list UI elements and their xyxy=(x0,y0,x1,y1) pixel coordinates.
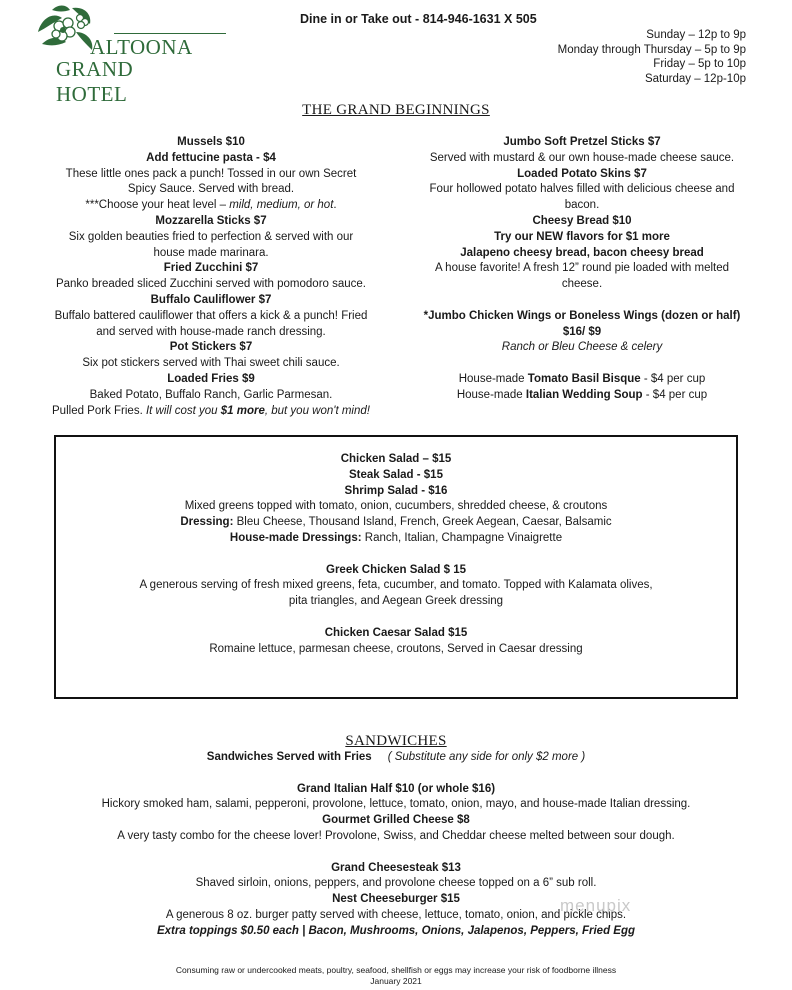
menu-desc-grilled-cheese: A very tasty combo for the cheese lover! Provolone, Swiss, and Cheddar cheese melted between sour dough. xyxy=(117,829,675,842)
menu-desc-pretzel: Served with mustard & our own house-made cheese sauce. xyxy=(429,151,735,164)
menu-desc-greek-salad: A generous serving of fresh mixed greens, feta, cucumber, and tomato. Topped with Kalamata olives, pita triangles, and Aegean Greek dressing xyxy=(139,579,653,608)
wedding-price: - $4 per cup xyxy=(642,388,708,401)
menu-desc-nest-cheeseburger: A generous 8 oz. burger patty served with cheese, lettuce, tomato, onion, and pickle chips. xyxy=(165,908,627,921)
wedding-name: Italian Wedding Soup xyxy=(525,388,643,401)
menu-housemade-dressings xyxy=(56,531,736,547)
menu-desc-mussels: These little ones pack a punch! Tossed in our own Secret Spicy Sauce. Served with bread. xyxy=(65,167,357,196)
menu-item-mozzarella: Mozzarella Sticks $7 xyxy=(155,214,267,227)
pulled-italic2: , but you won't mind! xyxy=(264,404,370,417)
dressing-label: Dressing: xyxy=(180,516,234,529)
menu-item-potato-skins: Loaded Potato Skins $7 xyxy=(517,167,647,180)
footer xyxy=(0,965,792,987)
menu-item-steak-salad: Steak Salad - $15 xyxy=(349,468,443,481)
menu-item-potstickers: Pot Stickers $7 xyxy=(169,341,253,354)
hours-sunday: Sunday – 12p to 9p xyxy=(646,29,746,41)
contact-info: Dine in or Take out - 814-946-1631 X 505 xyxy=(300,12,537,26)
logo-line2: GRAND HOTEL xyxy=(56,57,134,106)
menu-note-new-flavors: Try our NEW flavors for $1 more xyxy=(494,230,670,243)
dressing-list: Bleu Cheese, Thousand Island, French, Greek Aegean, Caesar, Balsamic xyxy=(233,516,612,529)
menu-price-wings: $16/ $9 xyxy=(562,325,602,338)
housemade-label: House-made Dressings: xyxy=(229,531,362,544)
logo-rule xyxy=(114,33,226,34)
sandwiches-title: SANDWICHES xyxy=(345,733,447,749)
wedding-prefix: House-made xyxy=(456,388,526,401)
footer-date: January 2021 xyxy=(370,976,422,986)
menu-desc-zucchini: Panko breaded sliced Zucchini served with pomodoro sauce. xyxy=(55,278,367,291)
spacer xyxy=(56,547,736,563)
menu-item-cauliflower: Buffalo Cauliflower $7 xyxy=(150,293,272,306)
menu-extra-toppings: Extra toppings $0.50 each | Bacon, Mushrooms, Onions, Jalapenos, Peppers, Fried Egg xyxy=(156,924,636,937)
menu-desc-potato-skins: Four hollowed potato halves filled with delicious cheese and bacon. xyxy=(429,183,735,212)
menu-item-grand-italian: Grand Italian Half $10 (or whole $16) xyxy=(296,782,496,795)
heat-levels: mild, medium, or hot xyxy=(229,199,334,212)
spacer xyxy=(0,766,792,782)
menu-item-chicken-salad: Chicken Salad – $15 xyxy=(340,453,452,465)
opening-hours xyxy=(558,28,746,86)
menu-item-bisque xyxy=(418,372,746,388)
salads-box xyxy=(54,435,738,699)
menu-item-grilled-cheese: Gourmet Grilled Cheese $8 xyxy=(322,814,470,827)
heat-prefix: ***Choose your heat level – xyxy=(85,199,230,212)
footer-warning: Consuming raw or undercooked meats, poultry, seafood, shellfish or eggs may increase your risk of foodborne illness xyxy=(175,965,617,975)
bisque-prefix: House-made xyxy=(458,372,528,385)
menu-desc-grand-italian: Hickory smoked ham, salami, pepperoni, provolone, lettuce, tomato, onion, mayo, and house-made Italian dressing. xyxy=(101,798,691,811)
menu-item-shrimp-salad: Shrimp Salad - $16 xyxy=(344,484,448,497)
menu-desc-wings: Ranch or Bleu Cheese & celery xyxy=(501,341,663,354)
spacer xyxy=(418,356,746,372)
menu-item-cheesy-bread: Cheesy Bread $10 xyxy=(532,214,632,227)
menu-note-flavors: Jalapeno cheesy bread, bacon cheesy bread xyxy=(460,246,704,259)
menu-note-heat xyxy=(52,198,370,214)
menu-item-loaded-fries: Loaded Fries $9 xyxy=(167,372,255,385)
hours-saturday: Saturday – 12p-10p xyxy=(644,72,746,85)
menu-desc-salads: Mixed greens topped with tomato, onion, cucumbers, shredded cheese, & croutons xyxy=(184,500,608,513)
pulled-prefix: Pulled Pork Fries. xyxy=(52,404,146,417)
sandwiches-subtitle-note: ( Substitute any side for only $2 more ) xyxy=(387,751,586,763)
menu-item-greek-salad: Greek Chicken Salad $ 15 xyxy=(326,563,466,576)
salads-list xyxy=(56,452,736,657)
menu-desc-cheesesteak: Shaved sirloin, onions, peppers, and provolone cheese topped on a 6” sub roll. xyxy=(195,877,597,890)
menu-dressings xyxy=(56,515,736,531)
menu-item-wings: *Jumbo Chicken Wings or Boneless Wings (dozen or half) xyxy=(423,309,741,322)
pulled-italic1: It will cost you xyxy=(145,404,221,417)
menu-desc-loaded-fries: Baked Potato, Buffalo Ranch, Garlic Parmesan. xyxy=(89,388,333,401)
spacer xyxy=(418,293,746,309)
menu-item-pretzel: Jumbo Soft Pretzel Sticks $7 xyxy=(503,136,661,148)
menu-addon-fettucine: Add fettucine pasta - $4 xyxy=(146,151,276,164)
hours-friday: Friday – 5p to 10p xyxy=(653,58,746,70)
menu-desc-pulled-pork xyxy=(52,404,370,420)
spacer xyxy=(56,610,736,626)
bisque-name: Tomato Basil Bisque xyxy=(527,372,641,385)
menu-item-cheesesteak: Grand Cheesesteak $13 xyxy=(331,861,461,874)
housemade-list: Ranch, Italian, Champagne Vinaigrette xyxy=(361,531,563,544)
menu-item-nest-cheeseburger: Nest Cheeseburger $15 xyxy=(332,893,460,906)
menu-desc-cauliflower: Buffalo battered cauliflower that offers a kick & a punch! Fried and served with house-made ranch dressing. xyxy=(54,309,368,338)
sandwiches-list xyxy=(0,750,792,940)
hotel-logo xyxy=(32,2,207,106)
sandwiches-subtitle-row xyxy=(0,750,792,766)
menu-desc-cheesy-bread: A house favorite! A fresh 12” round pie loaded with melted cheese. xyxy=(434,262,730,291)
heat-suffix: . xyxy=(333,199,337,212)
menu-desc-zucchini-row xyxy=(52,277,370,309)
logo-line1: ALTOONA xyxy=(90,35,193,59)
sandwiches-subtitle: Sandwiches Served with Fries xyxy=(206,751,372,763)
menu-desc-potstickers: Six pot stickers served with Thai sweet chili sauce. xyxy=(82,357,340,370)
hours-weekdays: Monday through Thursday – 5p to 9p xyxy=(557,43,746,56)
menu-item-wedding-soup xyxy=(418,388,746,404)
beginnings-left-column xyxy=(52,135,370,419)
watermark: menupix xyxy=(560,896,632,915)
beginnings-title: THE GRAND BEGINNINGS xyxy=(302,102,490,118)
menu-desc-caesar-salad: Romaine lettuce, parmesan cheese, croutons, Served in Caesar dressing xyxy=(209,642,583,655)
pulled-bold: $1 more xyxy=(220,404,265,417)
menu-desc-mozzarella: Six golden beauties fried to perfection & served with our house made marinara. xyxy=(68,230,354,259)
menu-item-mussels: Mussels $10 xyxy=(177,136,245,148)
beginnings-right-column xyxy=(418,135,746,404)
bisque-price: - $4 per cup xyxy=(640,372,706,385)
spacer xyxy=(0,845,792,861)
menu-item-zucchini: Fried Zucchini $7 xyxy=(163,262,259,275)
menu-item-caesar-salad: Chicken Caesar Salad $15 xyxy=(324,626,468,639)
